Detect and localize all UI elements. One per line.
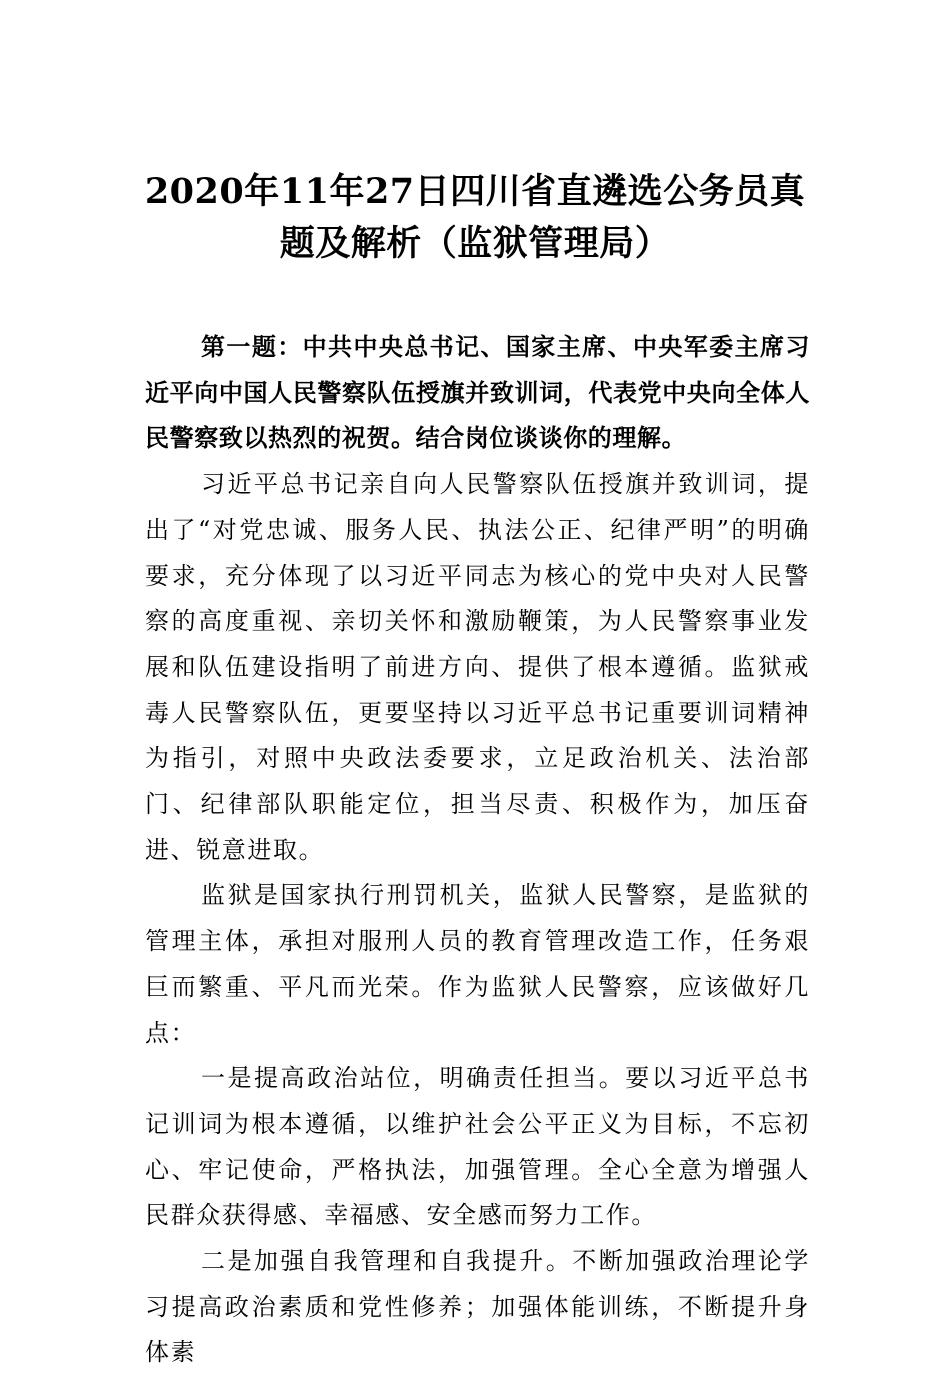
document-title — [100, 166, 850, 270]
answer-paragraph-3: 一是提高政治站位，明确责任担当。要以习近平总书记训词为根本遵循，以维护社会公平正义为目标，不忘初心、牢记使命，严格执法，加强管理。全心全意为增强人民群众获得感、幸福感、安全感而努力工作。 — [145, 1064, 810, 1230]
document-body — [145, 325, 810, 1376]
answer-paragraph-2: 监狱是国家执行刑罚机关，监狱人民警察，是监狱的管理主体，承担对服刑人员的教育管理改造工作，任务艰巨而繁重、平凡而光荣。作为监狱人民警察，应该做好几点： — [145, 881, 810, 1047]
title-line-2: 题及解析（监狱管理局） — [279, 223, 671, 264]
answer-paragraph-1: 习近平总书记亲自向人民警察队伍授旗并致训词，提出了“对党忠诚、服务人民、执法公正、纪律严明”的明确要求，充分体现了以习近平同志为核心的党中央对人民警察的高度重视、亲切关怀和激励鞭策，为人民警察事业发展和队伍建设指明了前进方向、提供了根本遵循。监狱戒毒人民警察队伍，更要坚持以习近平总书记重要训词精神为指引，对照中央政法委要求，立足政治机关、法治部门、纪律部队职能定位，担当尽责、积极作为，加压奋进、锐意进取。 — [145, 470, 810, 864]
title-line-1: 2020年11年27日四川省直遴选公务员真 — [144, 171, 806, 212]
question-paragraph: 第一题：中共中央总书记、国家主席、中央军委主席习近平向中国人民警察队伍授旗并致训词，代表党中央向全体人民警察致以热烈的祝贺。结合岗位谈谈你的理解。 — [145, 333, 810, 453]
answer-paragraph-4: 二是加强自我管理和自我提升。不断加强政治理论学习提高政治素质和党性修养；加强体能训练，不断提升身体素 — [145, 1247, 810, 1367]
